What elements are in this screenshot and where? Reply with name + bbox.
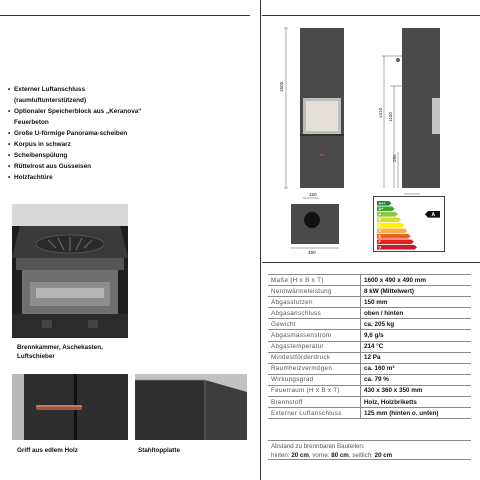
clearance-title: Abstand zu brennbaren Bauteilen: <box>271 443 365 450</box>
griff-caption: Griff aus edlem Holz <box>17 447 78 454</box>
spec-row <box>268 330 471 341</box>
spec-value: 214 °C <box>361 341 472 352</box>
clearance-side-value: 20 cm <box>374 452 393 459</box>
griff-photo <box>12 374 128 440</box>
spec-key: Raumheizvermögen <box>268 363 361 374</box>
energy-class-label: G <box>378 245 382 250</box>
top-view-drawing <box>285 192 345 258</box>
energy-class-label: B <box>378 218 382 223</box>
front-height-dim: 1600 <box>279 81 284 92</box>
right-mid-divider-line <box>262 262 480 263</box>
spec-key: Maße (H x B x T) <box>268 275 361 286</box>
spec-value: 8 kW (Mittelwert) <box>361 286 472 297</box>
spec-row <box>268 297 471 308</box>
spec-value: 12 Pa <box>361 352 472 363</box>
spec-row <box>268 397 471 408</box>
energy-scale <box>374 197 444 251</box>
top-width-dim: 150 <box>309 192 317 197</box>
energy-class-label: F <box>378 240 381 245</box>
spec-table <box>268 274 471 419</box>
brennkammer-caption: Brennkammer, Aschekasten, Luftschieber <box>17 344 103 360</box>
energy-class-label: A+ <box>378 207 384 212</box>
spec-row <box>268 352 471 363</box>
spec-key: Abgasanschluss <box>268 308 361 319</box>
spec-row <box>268 286 471 297</box>
spec-value: 150 mm <box>361 297 472 308</box>
feature-item: • Holzfachtüre <box>8 172 148 183</box>
energy-class-label: A <box>378 212 382 217</box>
feature-item: • Externer Luftanschluss (raumluftunterstützend) <box>8 84 148 106</box>
energy-rating-label: A <box>431 211 436 218</box>
spec-row <box>268 308 471 319</box>
energy-class-bar <box>377 234 411 239</box>
clearance-back-value: 20 cm <box>291 452 309 459</box>
side-height-total-dim: 1410 <box>378 107 383 118</box>
spec-value: 9,6 g/s <box>361 330 472 341</box>
spec-key: Abgastemperatur <box>268 341 361 352</box>
spec-value: ca. 79 % <box>361 374 472 385</box>
side-height-door-dim: 1100 <box>388 112 393 122</box>
spec-value: 125 mm (hinten o. unten) <box>361 408 472 419</box>
clearance-side-label: seitlich: <box>352 452 373 459</box>
spec-key: Abgasmassenstrom <box>268 330 361 341</box>
feature-item: • Rüttelrost aus Gusseisen <box>8 161 148 172</box>
energy-label <box>373 196 445 252</box>
side-bottom-dim: 295 <box>392 154 397 162</box>
spec-row <box>268 341 471 352</box>
spec-key: Wirkungsgrad <box>268 374 361 385</box>
right-top-divider-line <box>262 15 480 16</box>
spec-key: Brennstoff <box>268 397 361 408</box>
spec-key: Gewicht <box>268 319 361 330</box>
energy-class-label: C <box>378 223 382 228</box>
energy-class-bar <box>377 240 414 245</box>
energy-class-label: D <box>378 229 382 234</box>
energy-class-label: E <box>378 234 381 239</box>
spec-row <box>268 374 471 385</box>
top-divider-line <box>0 15 250 16</box>
side-view-drawing <box>370 22 470 208</box>
spec-row <box>268 319 471 330</box>
spec-row <box>268 408 471 419</box>
spec-row <box>268 363 471 374</box>
feature-item: • Korpus in schwarz <box>8 139 148 150</box>
clearance-distances <box>268 440 471 460</box>
energy-class-bar <box>377 229 407 234</box>
clearance-values: hinten: 20 cm, vorne: 80 cm, seitlich: 20 cm <box>271 452 393 459</box>
clearance-front-value: 80 cm <box>331 452 349 459</box>
feature-item: • Optionaler Speicherblock aus „Keranova“ Feuerbeton <box>8 106 148 128</box>
spec-row <box>268 385 471 396</box>
spec-value: oben / hinten <box>361 308 472 319</box>
spec-key: Feuerraum (H x B x T) <box>268 385 361 396</box>
clearance-back-label: hinten: <box>271 452 290 459</box>
energy-class-bar <box>377 245 417 250</box>
stahltopplatte-illustration <box>135 374 247 440</box>
stahltopplatte-photo <box>135 374 247 440</box>
feature-list <box>8 84 148 183</box>
spec-key: Nennwärmeleistung <box>268 286 361 297</box>
energy-class-label: A++ <box>378 201 386 206</box>
clearance-front-label: vorne: <box>312 452 330 459</box>
top-depth-dim: 490 <box>308 250 316 255</box>
front-view-drawing <box>268 22 358 208</box>
spec-value: ca. 205 kg <box>361 319 472 330</box>
spec-value: 1600 x 490 x 490 mm <box>361 275 472 286</box>
spec-key: Mindestförderdruck <box>268 352 361 363</box>
spec-key: Abgasstutzen <box>268 297 361 308</box>
spec-value: 430 x 360 x 350 mm <box>361 385 472 396</box>
feature-item: • Scheibenspülung <box>8 150 148 161</box>
spec-value: ca. 160 m³ <box>361 363 472 374</box>
vertical-divider-line <box>260 0 261 480</box>
brennkammer-photo <box>12 204 128 338</box>
spec-value: Holz, Holzbriketts <box>361 397 472 408</box>
feature-item: • Große U-förmige Panorama-scheiben <box>8 128 148 139</box>
griff-illustration <box>12 374 128 440</box>
brennkammer-illustration <box>12 204 128 338</box>
spec-row <box>268 275 471 286</box>
spec-key: Externer Luftanschluss <box>268 408 361 419</box>
stahltopplatte-caption: Stahltopplatte <box>138 447 180 454</box>
